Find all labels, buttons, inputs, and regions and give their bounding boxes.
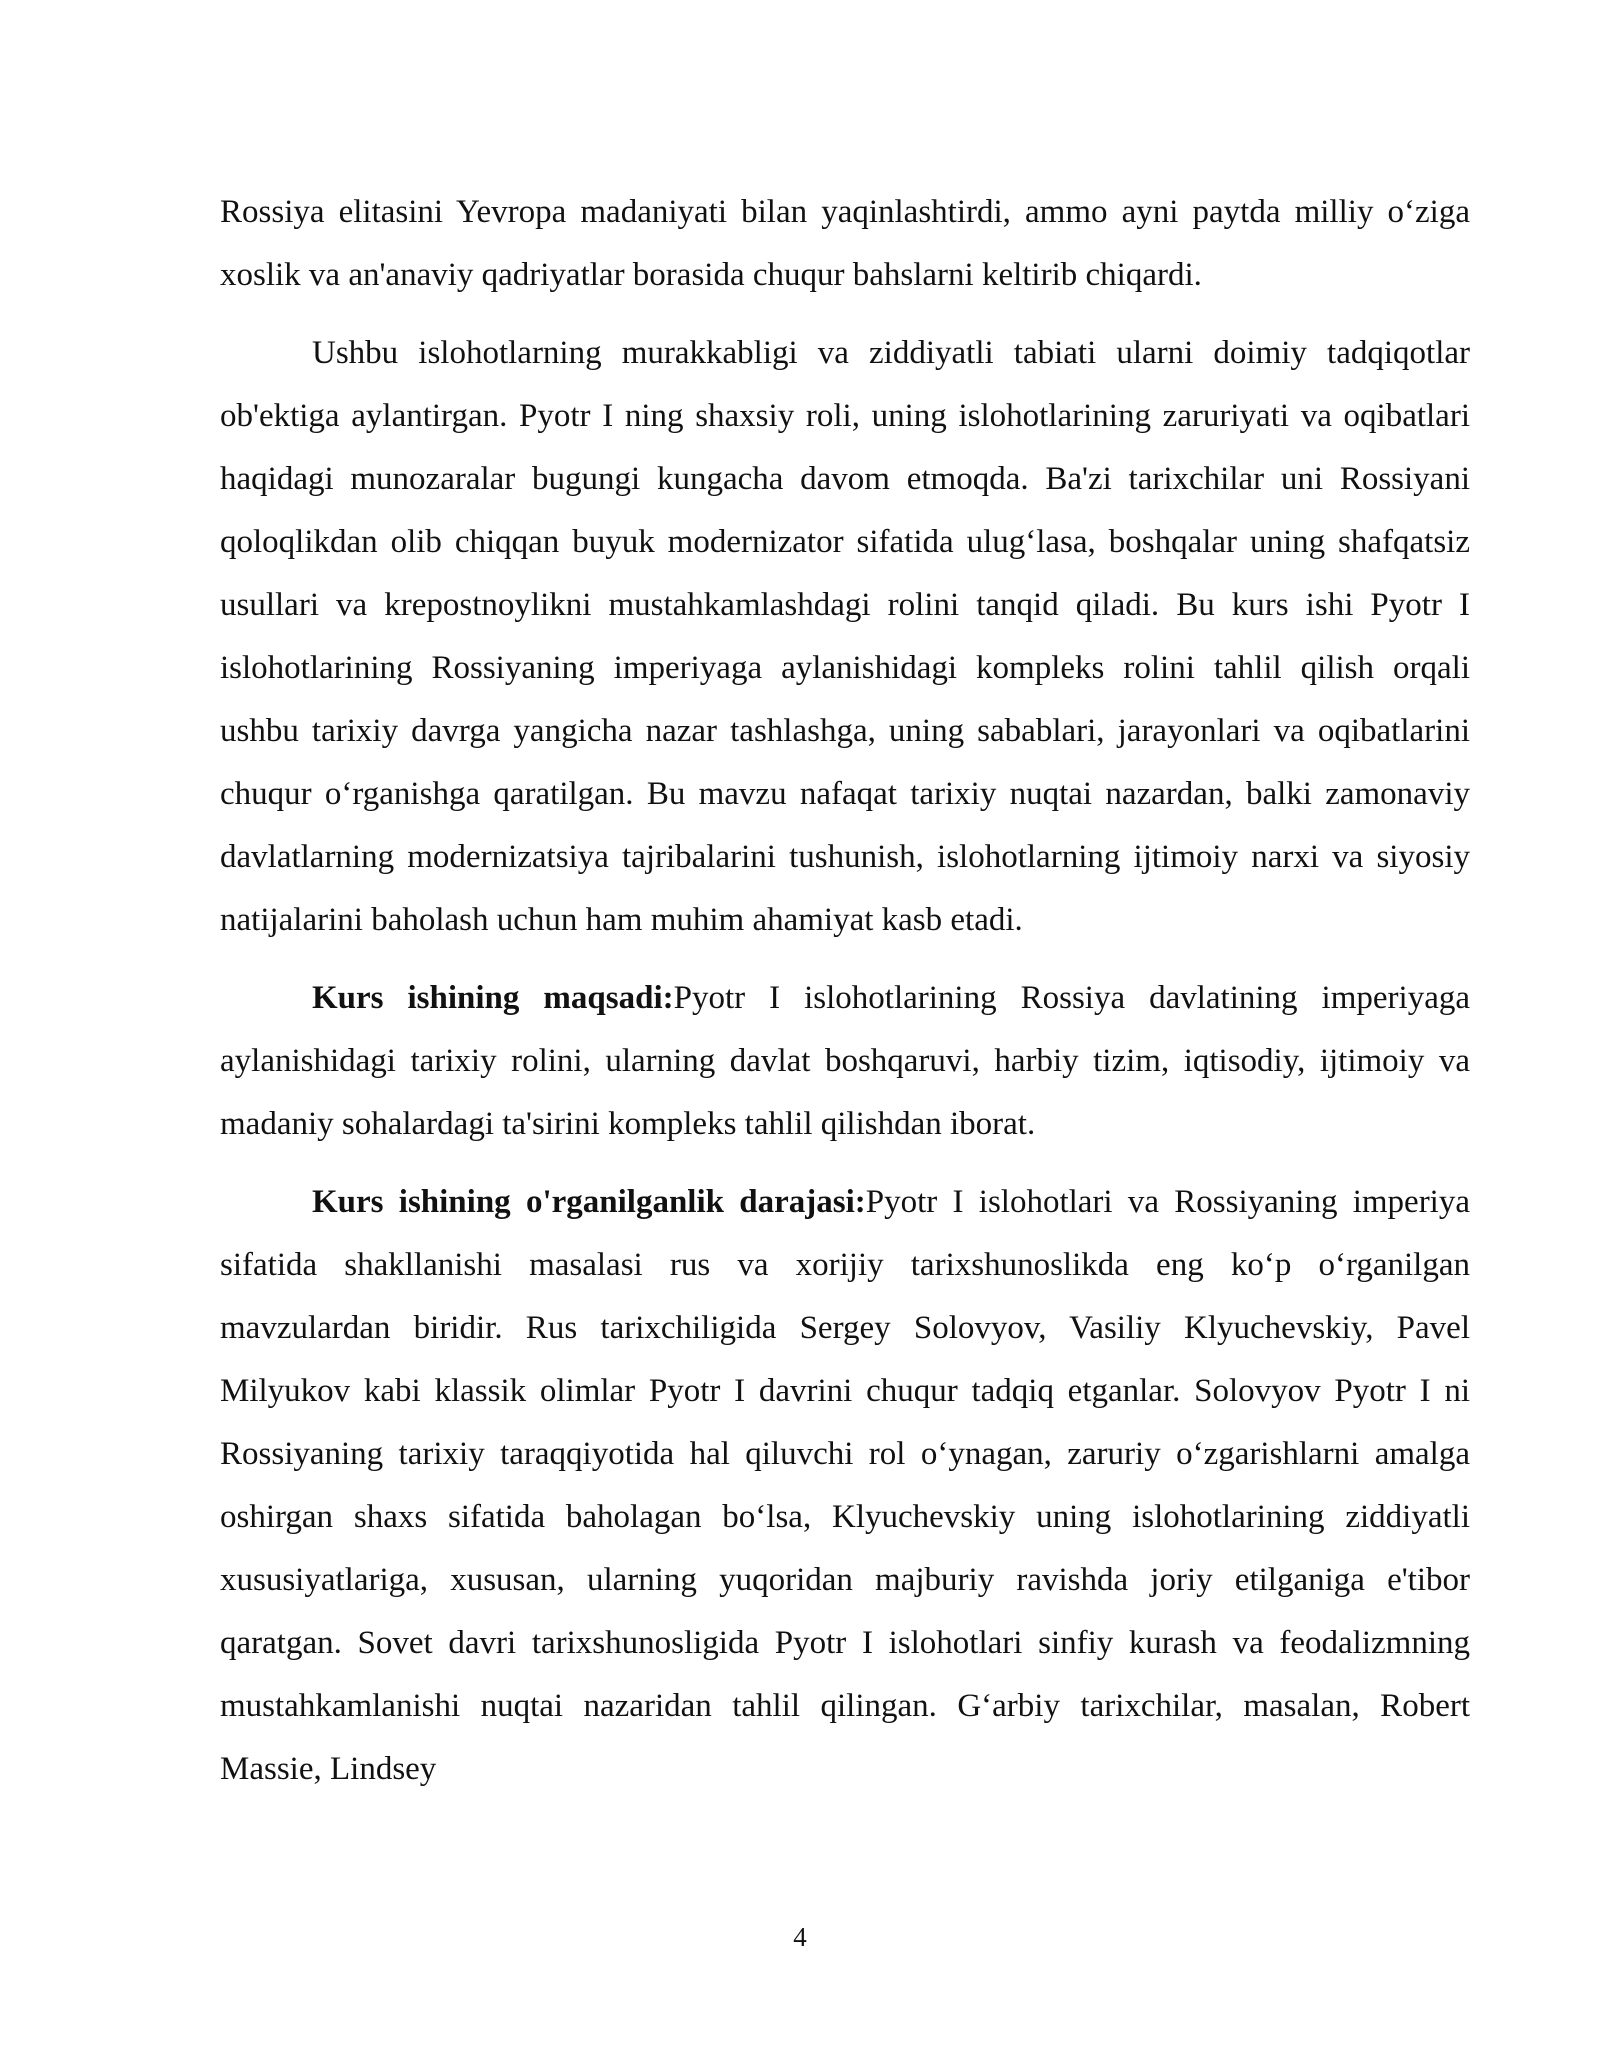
body-text xyxy=(220,181,1470,1816)
paragraph-text: Pyotr I islohotlarining Rossiya davlatining imperiyaga aylanishidagi tarixiy rolini, ularning davlat boshqaruvi, harbiy tizim, iqtisodiy, ijtimoiy va madaniy sohalardagi ta'sirini kompleks tahlil qilishdan iborat. xyxy=(220,980,1470,1142)
paragraph-heading: Kurs ishining o'rganilganlik darajasi: xyxy=(312,1184,866,1220)
paragraph-heading: Kurs ishining maqsadi: xyxy=(312,980,674,1016)
paragraph-text: Ushbu islohotlarning murakkabligi va ziddiyatli tabiati ularni doimiy tadqiqotlar ob'ektiga aylantirgan. Pyotr I ning shaxsiy roli, uning islohotlarining zaruriyati va oqibatlari haqidagi munozaralar bugungi kungacha davom etmoqda. Ba'zi tarixchilar uni Rossiyani qoloqlikdan olib chiqqan buyuk modernizator sifatida ulug‘lasa, boshqalar uning shafqatsiz usullari va krepostnoylikni mustahkamlashdagi rolini tanqid qiladi. Bu kurs ishi Pyotr I islohotlarining Rossiyaning imperiyaga aylanishidagi kompleks rolini tahlil qilish orqali ushbu tarixiy davrga yangicha nazar tashlashga, uning sabablari, jarayonlari va oqibatlarini chuqur o‘rganishga qaratilgan. Bu mavzu nafaqat tarixiy nuqtai nazardan, balki zamonaviy davlatlarning modernizatsiya tajribalarini tushunish, islohotlarning ijtimoiy narxi va siyosiy natijalarini baholash uchun ham muhim ahamiyat kasb etadi. xyxy=(220,335,1470,938)
page-number: 4 xyxy=(793,1922,807,1952)
paragraph-text: Rossiya elitasini Yevropa madaniyati bilan yaqinlashtirdi, ammo ayni paytda milliy o‘ziga xoslik va an'anaviy qadriyatlar borasida chuqur bahslarni keltirib chiqardi. xyxy=(220,194,1470,293)
paragraph-study-level xyxy=(220,1171,1470,1801)
paragraph-text: Pyotr I islohotlari va Rossiyaning imperiya sifatida shakllanishi masalasi rus va xorijiy tarixshunoslikda eng ko‘p o‘rganilgan mavzulardan biridir. Rus tarixchiligida Sergey Solovyov, Vasiliy Klyuchevskiy, Pavel Milyukov kabi klassik olimlar Pyotr I davrini chuqur tadqiq etganlar. Solovyov Pyotr I ni Rossiyaning tarixiy taraqqiyotida hal qiluvchi rol o‘ynagan, zaruriy o‘zgarishlarni amalga oshirgan shaxs sifatida baholagan bo‘lsa, Klyuchevskiy uning islohotlarining ziddiyatli xususiyatlariga, xususan, ularning yuqoridan majburiy ravishda joriy etilganiga e'tibor qaratgan. Sovet davri tarixshunosligida Pyotr I islohotlari sinfiy kurash va feodalizmning mustahkamlanishi nuqtai nazaridan tahlil qilingan. G‘arbiy tarixchilar, masalan, Robert Massie, Lindsey xyxy=(220,1184,1470,1787)
paragraph-goal xyxy=(220,967,1470,1156)
paragraph-continuation xyxy=(220,181,1470,307)
paragraph-reforms-debate xyxy=(220,322,1470,952)
